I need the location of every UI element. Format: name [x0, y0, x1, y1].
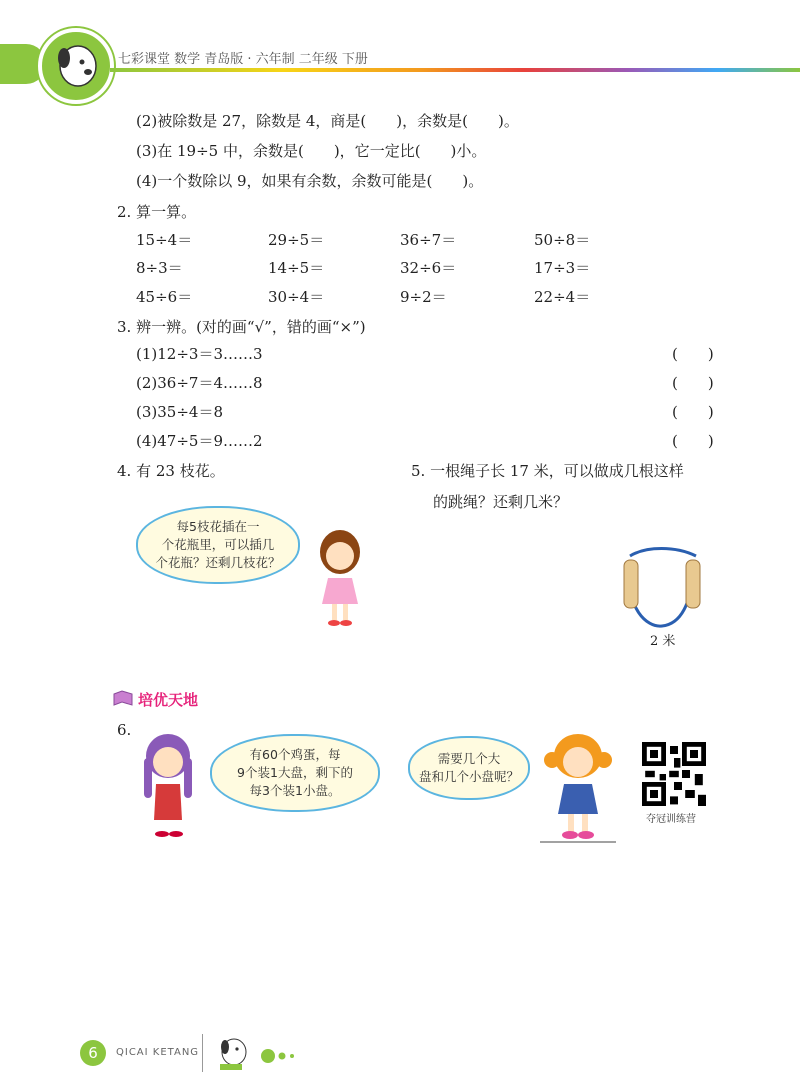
q4-title: 4. 有 23 枝花。 [117, 462, 225, 480]
answer-paren[interactable]: ( ) [672, 345, 714, 363]
calc-item: 8÷3＝ [136, 259, 183, 277]
section-title: 培优天地 [138, 691, 199, 709]
rope-length-label: 2 米 [650, 634, 676, 649]
calc-item: 17÷3＝ [534, 259, 591, 277]
q2-title: 2. 算一算。 [117, 203, 197, 221]
calc-item: 15÷4＝ [136, 231, 193, 249]
bubble-line: 需要几个大 [437, 751, 501, 766]
qr-caption: 夺冠训练营 [646, 814, 696, 825]
answer-paren[interactable]: ( ) [672, 432, 714, 450]
header-rainbow-line [110, 68, 800, 72]
judge-item-1: (1)12÷3＝3……3 [136, 345, 263, 363]
calc-item: 45÷6＝ [136, 288, 193, 306]
calc-item: 36÷7＝ [400, 231, 457, 249]
q4-speech-bubble [136, 506, 300, 584]
answer-paren[interactable]: ( ) [672, 403, 714, 421]
footer-brand: QICAI KETANG [116, 1047, 200, 1058]
judge-item-2: (2)36÷7＝4……8 [136, 374, 263, 392]
bubble-line: 每5枝花插在一 [176, 519, 260, 534]
answer-paren[interactable]: ( ) [672, 374, 714, 392]
page-number: 6 [80, 1040, 106, 1066]
bubble-line: 有60个鸡蛋，每 [249, 747, 341, 762]
girl-figure-icon [310, 528, 370, 630]
q6-number: 6. [117, 721, 132, 739]
bubble-line: 9个装1大盘，剩下的 [237, 765, 353, 780]
book-icon [113, 690, 133, 706]
dog-mascot-icon [42, 32, 110, 100]
fill-item-2: (2)被除数是 27，除数是 4，商是( )，余数是( )。 [136, 112, 519, 130]
footer-mascot-icon [212, 1034, 302, 1074]
girl-orange-hair-icon [540, 730, 616, 844]
judge-item-3: (3)35÷4＝8 [136, 403, 223, 421]
bubble-line: 每3个装1小盘。 [249, 783, 341, 798]
girl-purple-hair-icon [136, 732, 206, 842]
q6-speech-bubble-2 [408, 736, 530, 800]
calc-item: 29÷5＝ [268, 231, 325, 249]
calc-item: 30÷4＝ [268, 288, 325, 306]
calc-item: 9÷2＝ [400, 288, 447, 306]
bubble-line: 盘和几个小盘呢？ [418, 769, 519, 784]
q5-line1: 5. 一根绳子长 17 米，可以做成几根这样 [411, 462, 684, 480]
header-title: 七彩课堂 数学 青岛版 · 六年制 二年级 下册 [118, 52, 368, 67]
fill-item-3: (3)在 19÷5 中，余数是( )，它一定比( )小。 [136, 142, 487, 160]
calc-item: 22÷4＝ [534, 288, 591, 306]
jump-rope-icon [616, 546, 712, 630]
q5-line2: 的跳绳？还剩几米？ [433, 493, 569, 511]
calc-item: 50÷8＝ [534, 231, 591, 249]
judge-item-4: (4)47÷5＝9……2 [136, 432, 263, 450]
q6-speech-bubble-1 [210, 734, 380, 812]
calc-item: 14÷5＝ [268, 259, 325, 277]
bubble-line: 个花瓶？还剩几枝花？ [155, 555, 281, 570]
header-mascot-circle [38, 28, 114, 104]
bubble-line: 个花瓶里，可以插几 [161, 537, 275, 552]
q3-title: 3. 辨一辨。(对的画“√”，错的画“×”) [117, 318, 366, 336]
calc-item: 32÷6＝ [400, 259, 457, 277]
qr-code-icon[interactable] [642, 742, 706, 806]
fill-item-4: (4)一个数除以 9，如果有余数，余数可能是( )。 [136, 172, 484, 190]
footer-divider [202, 1034, 203, 1072]
